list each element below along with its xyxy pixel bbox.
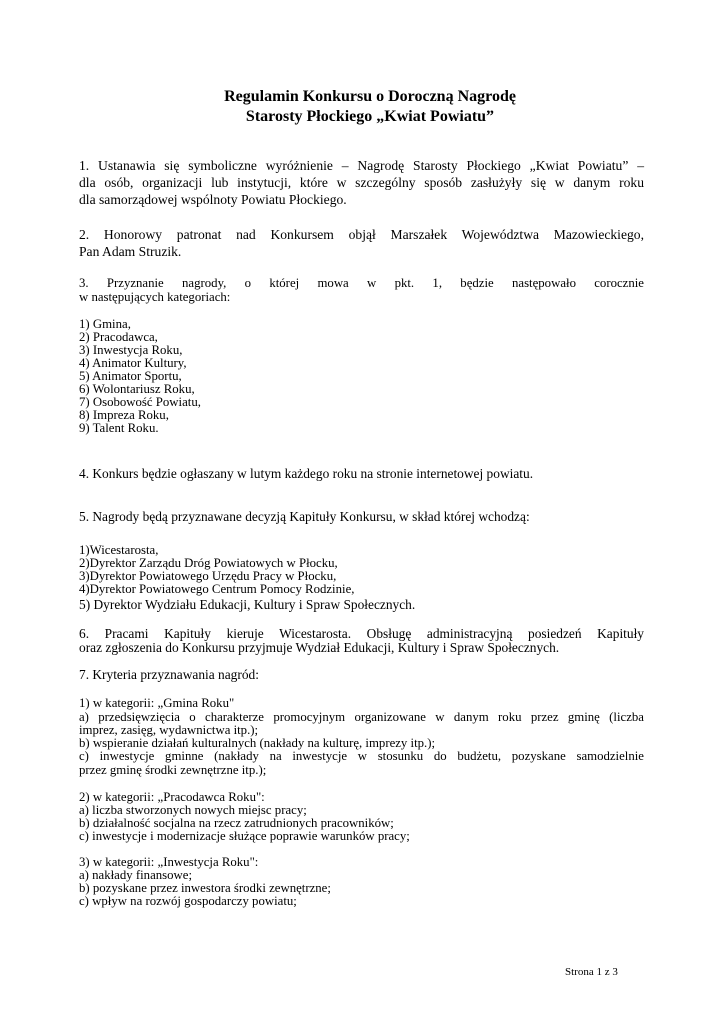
- category-item: 2) Pracodawca,: [79, 330, 158, 344]
- paragraph-7: 7. Kryteria przyznawania nagród:: [79, 667, 259, 682]
- category-item: 4) Animator Kultury,: [79, 356, 187, 370]
- criteria-inwestycja-heading: 3) w kategorii: „Inwestycja Roku":: [79, 855, 259, 869]
- criteria-gmina-c-line-1: c) inwestycje gminne (nakłady na inwestycje w stosunku do budżetu, pozyskane samodzielnie: [79, 749, 644, 763]
- criteria-inwestycja-c: c) wpływ na rozwój gospodarczy powiatu;: [79, 894, 297, 908]
- paragraph-2-line-2: Pan Adam Struzik.: [79, 244, 182, 259]
- document-title-line-1: Regulamin Konkursu o Doroczną Nagrodę: [224, 88, 516, 105]
- paragraph-5: 5. Nagrody będą przyznawane decyzją Kapituły Konkursu, w skład której wchodzą:: [79, 509, 530, 524]
- paragraph-2-line-1: 2. Honorowy patronat nad Konkursem objął Marszałek Województwa Mazowieckiego,: [79, 227, 644, 242]
- chapter-member-item: 3)Dyrektor Powiatowego Urzędu Pracy w Płocku,: [79, 569, 337, 583]
- paragraph-6-line-1: 6. Pracami Kapituły kieruje Wicestarosta. Obsługę administracyjną posiedzeń Kapituły: [79, 626, 644, 641]
- paragraph-1-line-2: dla osób, organizacji lub instytucji, które w szczególny sposób zasłużyły się w danym roku: [79, 175, 644, 190]
- criteria-pracodawca-b: b) działalność socjalna na rzecz zatrudnionych pracowników;: [79, 816, 394, 830]
- document-title-line-2: Starosty Płockiego „Kwiat Powiatu”: [245, 108, 495, 125]
- chapter-member-item: 4)Dyrektor Powiatowego Centrum Pomocy Rodzinie,: [79, 582, 355, 596]
- criteria-pracodawca-heading: 2) w kategorii: „Pracodawca Roku":: [79, 790, 265, 804]
- paragraph-3-line-2: w następujących kategoriach:: [79, 290, 231, 304]
- paragraph-3-line-1: 3. Przyznanie nagrody, o której mowa w pkt. 1, będzie następowało corocznie: [79, 276, 644, 290]
- criteria-gmina-c-line-2: przez gminę środki zewnętrzne itp.);: [79, 763, 267, 777]
- category-item: 1) Gmina,: [79, 317, 131, 331]
- paragraph-4: 4. Konkurs będzie ogłaszany w lutym każdego roku na stronie internetowej powiatu.: [79, 466, 534, 481]
- paragraph-1-line-1: 1. Ustanawia się symboliczne wyróżnienie – Nagrodę Starosty Płockiego „Kwiat Powiatu” –: [79, 158, 644, 173]
- criteria-gmina-a-line-1: a) przedsięwzięcia o charakterze promocyjnym organizowane w danym roku przez gminę (liczba: [79, 710, 644, 724]
- criteria-gmina-a-line-2: imprez, zasięg, wydawnictwa itp.);: [79, 723, 259, 737]
- paragraph-1-line-3: dla samorządowej wspólnoty Powiatu Płockiego.: [79, 192, 347, 207]
- chapter-member-item: 5) Dyrektor Wydziału Edukacji, Kultury i Spraw Społecznych.: [79, 597, 416, 612]
- paragraph-6-line-2: oraz zgłoszenia do Konkursu przyjmuje Wydział Edukacji, Kultury i Spraw Społecznych.: [79, 640, 560, 655]
- chapter-member-item: 2)Dyrektor Zarządu Dróg Powiatowych w Płocku,: [79, 556, 338, 570]
- criteria-inwestycja-b: b) pozyskane przez inwestora środki zewnętrzne;: [79, 881, 331, 895]
- page-number: Strona 1 z 3: [565, 966, 618, 978]
- criteria-inwestycja-a: a) nakłady finansowe;: [79, 868, 192, 882]
- chapter-member-item: 1)Wicestarosta,: [79, 543, 159, 557]
- category-item: 5) Animator Sportu,: [79, 369, 182, 383]
- criteria-pracodawca-c: c) inwestycje i modernizacje służące poprawie warunków pracy;: [79, 829, 410, 843]
- category-item: 3) Inwestycja Roku,: [79, 343, 183, 357]
- criteria-gmina-heading: 1) w kategorii: „Gmina Roku": [79, 696, 235, 710]
- category-item: 8) Impreza Roku,: [79, 408, 169, 422]
- category-item: 7) Osobowość Powiatu,: [79, 395, 201, 409]
- criteria-pracodawca-a: a) liczba stworzonych nowych miejsc pracy;: [79, 803, 307, 817]
- category-item: 6) Wolontariusz Roku,: [79, 382, 195, 396]
- criteria-gmina-b: b) wspieranie działań kulturalnych (nakłady na kulturę, imprezy itp.);: [79, 736, 436, 750]
- category-item: 9) Talent Roku.: [79, 421, 159, 435]
